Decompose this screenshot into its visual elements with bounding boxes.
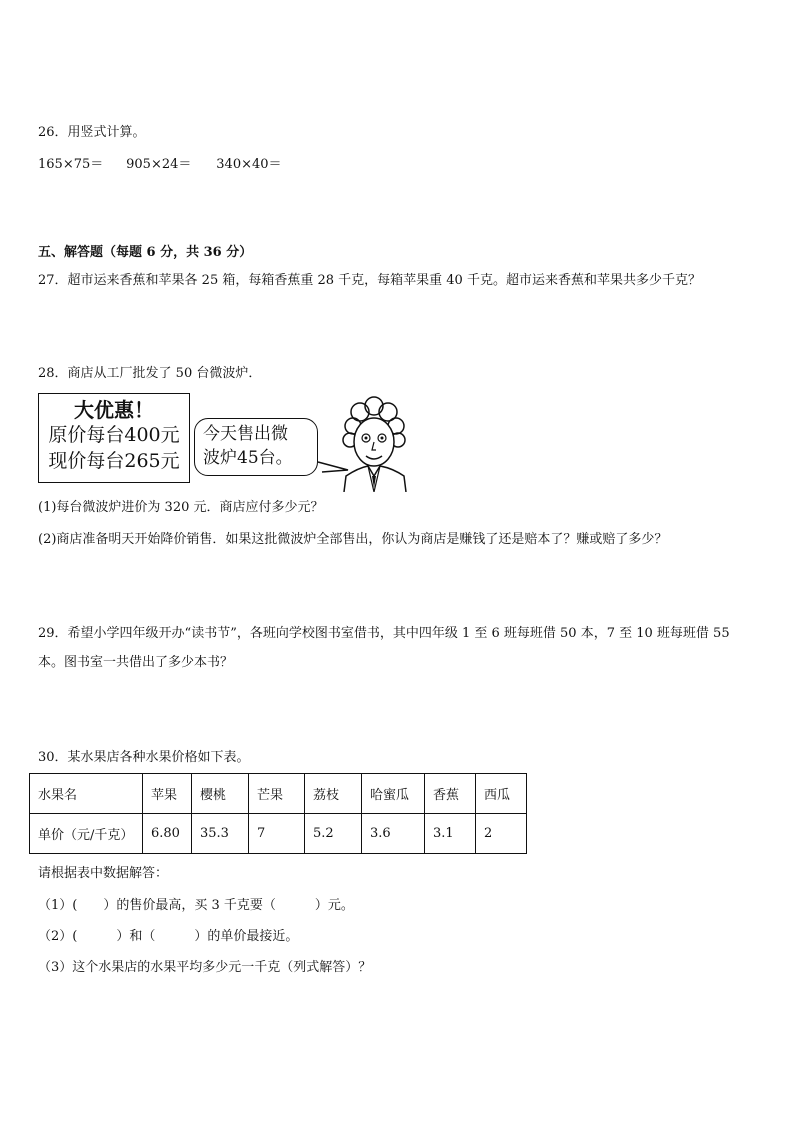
promo-original-price: 原价每台400元 <box>48 424 180 446</box>
q30-sub1: （1）( ）的售价最高，买 3 千克要（ ）元。 <box>38 898 354 913</box>
table-cell: 芒果 <box>249 774 305 814</box>
q26-calc-row <box>38 157 282 173</box>
table-cell: 5.2 <box>305 814 362 854</box>
table-cell: 6.80 <box>143 814 192 854</box>
calc-item-3: 340×40＝ <box>216 157 282 172</box>
table-cell: 西瓜 <box>476 774 527 814</box>
section-title: 五、解答题（每题 6 分，共 36 分） <box>38 245 253 260</box>
table-cell: 35.3 <box>192 814 249 854</box>
table-cell: 3.6 <box>362 814 425 854</box>
table-cell: 荔枝 <box>305 774 362 814</box>
table-row <box>30 814 527 854</box>
table-cell: 哈蜜瓜 <box>362 774 425 814</box>
fruit-price-table <box>29 773 527 854</box>
table-cell: 水果名 <box>30 774 143 814</box>
q28-sub2: (2)商店准备明天开始降价销售．如果这批微波炉全部售出，你认为商店是赚钱了还是赔本了？赚或赔了多少？ <box>38 532 668 547</box>
table-row <box>30 774 527 814</box>
promo-sign <box>38 393 190 483</box>
table-cell: 7 <box>249 814 305 854</box>
promo-heading: 大优惠！ <box>74 398 154 422</box>
table-cell: 单价（元/千克） <box>30 814 143 854</box>
promo-current-price: 现价每台265元 <box>48 450 180 472</box>
q30-prompt: 请根据表中数据解答： <box>38 866 169 881</box>
q26-title: 26．用竖式计算。 <box>38 125 146 140</box>
speech-bubble <box>194 418 318 476</box>
table-cell: 香蕉 <box>425 774 476 814</box>
bubble-line-2: 波炉45台。 <box>203 448 293 468</box>
table-cell: 2 <box>476 814 527 854</box>
q30-title: 30．某水果店各种水果价格如下表。 <box>38 750 250 765</box>
calc-item-1: 165×75＝ <box>38 157 104 172</box>
q30-sub3: （3）这个水果店的水果平均多少元一千克（列式解答）？ <box>38 960 372 975</box>
q28-title: 28．商店从工厂批发了 50 台微波炉． <box>38 366 262 381</box>
table-cell: 3.1 <box>425 814 476 854</box>
q28-sub1: (1)每台微波炉进价为 320 元．商店应付多少元？ <box>38 500 324 515</box>
calc-item-2: 905×24＝ <box>126 157 192 172</box>
bubble-line-1: 今天售出微 <box>203 424 288 444</box>
shopkeeper-illustration <box>308 392 418 492</box>
q27-text: 27．超市运来香蕉和苹果各 25 箱，每箱香蕉重 28 千克，每箱苹果重 40 千克。超市运来香蕉和苹果共多少千克？ <box>38 273 701 288</box>
table-cell: 苹果 <box>143 774 192 814</box>
q30-sub2: （2）( ）和（ ）的单价最接近。 <box>38 929 299 944</box>
table-cell: 樱桃 <box>192 774 249 814</box>
q29-line2: 本。图书室一共借出了多少本书？ <box>38 655 234 670</box>
q29-line1: 29．希望小学四年级开办“读书节”，各班向学校图书室借书，其中四年级 1 至 6 班每班借 50 本，7 至 10 班每班借 55 <box>38 626 730 641</box>
